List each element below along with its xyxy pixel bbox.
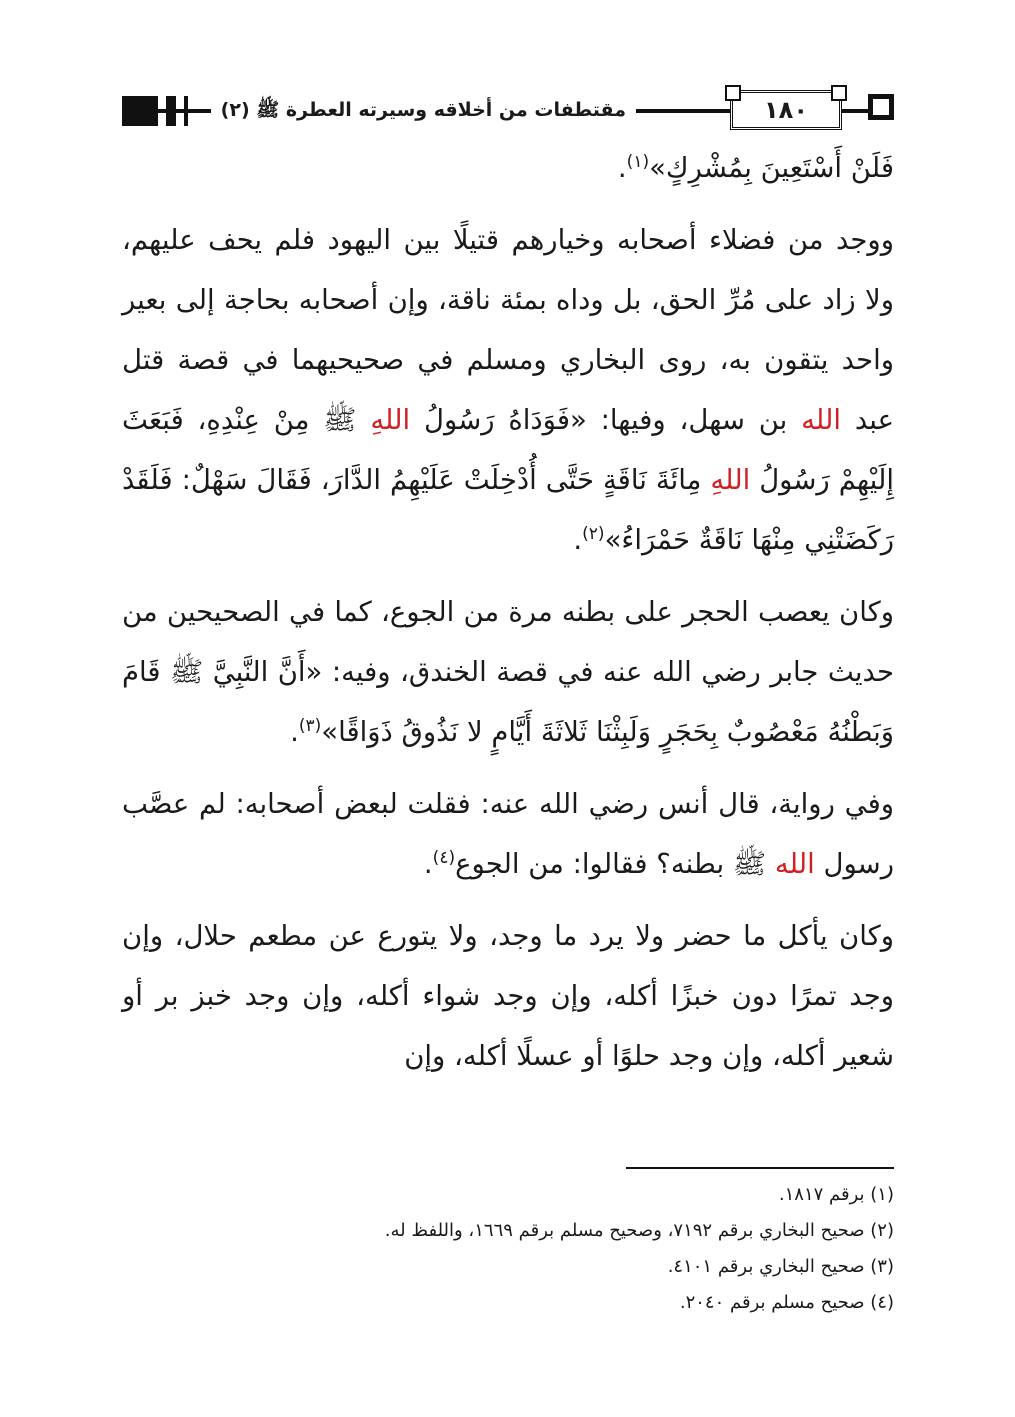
footnotes (122, 1177, 894, 1321)
divine-name: الله (774, 848, 815, 880)
header-title: مقتطفات من أخلاقه وسيرته العطرة ﷺ (٢) (211, 96, 636, 124)
text-run: ﷺ مِنْ عِنْدِهِ، فَبَعَثَ إِلَيْهِمْ رَسُولُ (122, 404, 894, 496)
text-run: وكان يأكل ما حضر ولا يرد ما وجد، ولا يتورع عن مطعم حلال، وإن وجد تمرًا دون خبزًا أكله، وإن وجد شواء أكله، وإن وجد خبز بر أو شعير أكله، وإن وجد حلوًا أو عسلًا أكله، وإن (122, 920, 894, 1072)
footnote-rule (626, 1167, 894, 1169)
text-run: . (617, 152, 627, 184)
paragraph-1 (122, 138, 894, 198)
main-text (122, 138, 894, 1086)
header-ornament-block (122, 96, 158, 126)
text-run: بن سهل، وفيها: «فَوَدَاهُ رَسُولُ (410, 404, 802, 436)
footnote-3: (٣) صحيح البخاري برقم ٤١٠١. (667, 1256, 894, 1277)
divine-name: اللهِ (710, 464, 751, 496)
footnote-ref[interactable]: (٤) (432, 847, 456, 868)
footnote-ref[interactable]: (٣) (298, 715, 322, 736)
paragraph-2 (122, 210, 894, 570)
text-run: . (423, 848, 433, 880)
footnote-1: (١) برقم ١٨١٧. (778, 1184, 894, 1205)
text-run: . (573, 524, 583, 556)
footnote-ref[interactable]: (٢) (582, 523, 605, 544)
page-number-frame (730, 90, 842, 130)
paragraph-4 (122, 774, 894, 894)
text-run: فَلَنْ أَسْتَعِينَ بِمُشْرِكٍ» (649, 152, 894, 184)
text-run: وكان يعصب الحجر على بطنه مرة من الجوع، كما في الصحيحين من حديث جابر رضي الله عنه في قصة الخندق، وفيه: «أَنَّ النَّبِيَّ ﷺ قَامَ وَبَطْنُهُ مَعْصُوبٌ بِحَجَرٍ وَلَبِثْنَا ثَلاثَةَ أَيَّامٍ لا نَذُوقُ ذَوَاقًا» (122, 596, 894, 748)
footnote-2: (٢) صحيح البخاري برقم ٧١٩٢، وصحيح مسلم برقم ١٦٦٩، واللفظ له. (384, 1220, 894, 1241)
paragraph-3 (122, 582, 894, 762)
divine-name: اللهِ (370, 404, 411, 436)
text-run: . (290, 716, 299, 748)
text-run: ﷺ بطنه؟ فقالوا: من الجوع (455, 848, 775, 880)
divine-name: الله (801, 404, 842, 436)
paragraph-5 (122, 906, 894, 1086)
footnote-4: (٤) صحيح مسلم برقم ٢٠٤٠. (679, 1292, 894, 1313)
header-corner-square (868, 94, 894, 120)
running-header (122, 86, 894, 136)
text-run: مِائَةَ نَاقَةٍ حَتَّى أُدْخِلَتْ عَلَيْهِمُ الدَّارَ، فَقَالَ سَهْلٌ: فَلَقَدْ رَكَضَتْنِي مِنْهَا نَاقَةٌ حَمْرَاءُ» (122, 464, 894, 556)
page-number: ١٨٠ (764, 96, 808, 124)
footnote-ref[interactable]: (١) (626, 151, 650, 172)
header-ornament-bar (166, 96, 176, 126)
text-run: ووجد من فضلاء أصحابه وخيارهم قتيلًا بين اليهود فلم يحف عليهم، ولا زاد على مُرِّ الحق، بل وداه بمئة ناقة، وإن أصحابه بحاجة إلى بعير واحد يتقون به، روى البخاري ومسلم في صحيحيهما في قصة قتل عبد (122, 224, 894, 436)
header-ornament-thin-bar (184, 96, 188, 126)
text-run: وفي رواية، قال أنس رضي الله عنه: فقلت لبعض أصحابه: لم عصَّب رسول (122, 788, 894, 880)
